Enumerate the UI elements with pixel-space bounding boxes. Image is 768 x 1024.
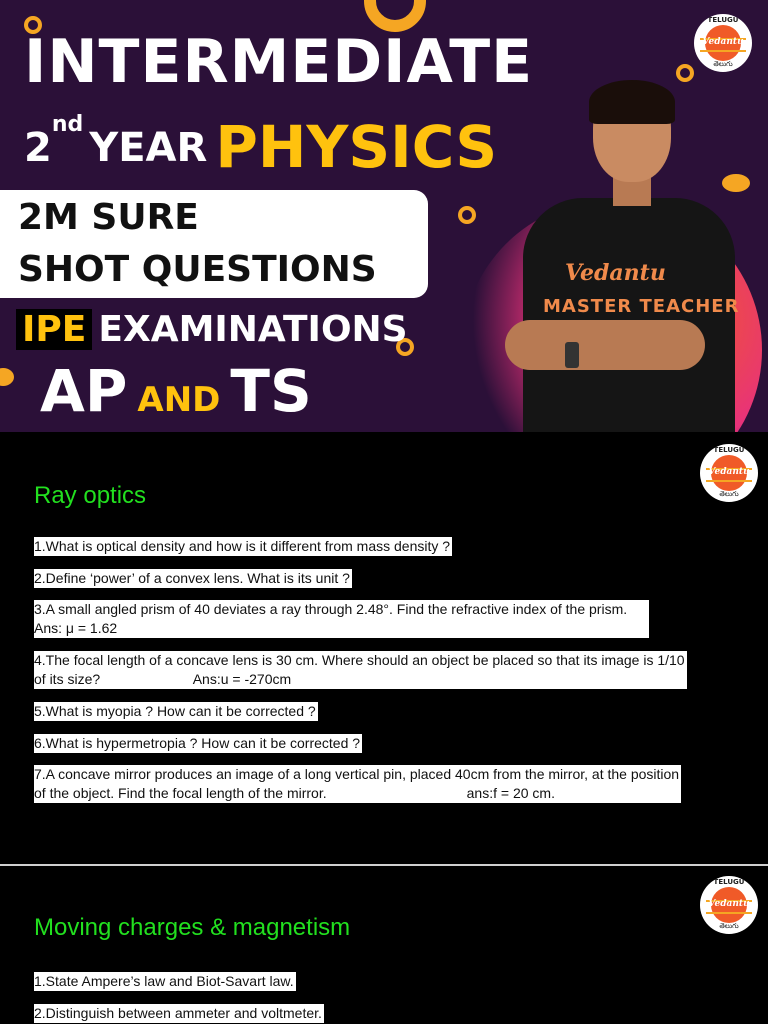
- presenter-hair: [589, 80, 675, 124]
- card-line-1: 2M SURE: [18, 197, 199, 238]
- decor-blob: [0, 368, 14, 386]
- logo-top-text: TELUGU: [707, 16, 739, 24]
- presenter-arms: [505, 320, 705, 370]
- logo-telugu-text: తెలుగు: [713, 61, 733, 68]
- question-text: 5.What is myopia ? How can it be corrected ?: [34, 703, 316, 719]
- section-heading: Ray optics: [34, 482, 147, 509]
- state-ts: TS: [230, 357, 312, 425]
- year-word: YEAR: [89, 125, 208, 171]
- question-text: 1.State Ampere’s law and Biot-Savart law.: [34, 973, 294, 989]
- logo-brand-text: Vedantu: [702, 37, 744, 47]
- question-item: [34, 972, 296, 991]
- banner-year-subject: [24, 112, 498, 181]
- question-item: [34, 600, 649, 638]
- question-item: [34, 537, 452, 556]
- states-line: [40, 357, 312, 425]
- vedantu-telugu-logo: [700, 876, 758, 934]
- watch-icon: [565, 342, 579, 368]
- question-text: 3.A small angled prism of 40 deviates a ray through 2.48°. Find the refractive index of the prism.: [34, 601, 647, 617]
- slide-ray-optics: [0, 432, 768, 864]
- section-heading: Moving charges & magnetism: [34, 914, 351, 941]
- shirt-master-teacher-text: MASTER TEACHER: [543, 296, 740, 317]
- decor-ring: [458, 206, 476, 224]
- banner-title: INTERMEDIATE: [24, 27, 534, 97]
- question-item: [34, 734, 362, 753]
- question-text: 2.Distinguish between ammeter and voltmeter.: [34, 1005, 322, 1021]
- question-item: [34, 702, 318, 721]
- year-number: 2: [24, 125, 52, 171]
- year-suffix: nd: [51, 112, 84, 137]
- vedantu-telugu-logo: [700, 444, 758, 502]
- question-text: 4.The focal length of a concave lens is 30 cm. Where should an object be placed so that its image is 1/10: [34, 652, 685, 668]
- answer-text: of the object. Find the focal length of the mirror. ans:f = 20 cm.: [34, 785, 555, 801]
- state-ap: AP: [40, 357, 128, 425]
- thumbnail-banner: [0, 0, 768, 432]
- question-text: 6.What is hypermetropia ? How can it be corrected ?: [34, 735, 361, 751]
- and-word: AND: [137, 380, 221, 420]
- subject-title: PHYSICS: [215, 113, 498, 181]
- presenter-photo: [505, 80, 740, 432]
- logo-top-text: TELUGU: [713, 446, 745, 454]
- logo-brand-text: Vedantu: [708, 467, 750, 477]
- exam-line: [16, 309, 408, 350]
- logo-telugu-text: తెలుగు: [719, 491, 739, 498]
- logo-telugu-text: తెలుగు: [719, 923, 739, 930]
- logo-brand-text: Vedantu: [708, 899, 750, 909]
- slide-moving-charges: [0, 866, 768, 1024]
- exam-tag: IPE: [16, 309, 92, 350]
- question-item: [34, 1004, 324, 1023]
- question-item: [34, 765, 681, 803]
- answer-text: Ans: μ = 1.62: [34, 620, 118, 636]
- vedantu-telugu-logo: [694, 14, 752, 72]
- question-item: [34, 569, 352, 588]
- banner-card: [0, 190, 428, 298]
- question-text: 7.A concave mirror produces an image of a long vertical pin, placed 40cm from the mirror, at the position: [34, 766, 680, 782]
- exam-word: EXAMINATIONS: [98, 309, 408, 350]
- card-line-2: SHOT QUESTIONS: [18, 249, 377, 290]
- shirt-brand-text: Vedantu: [565, 260, 666, 286]
- logo-top-text: TELUGU: [713, 878, 745, 886]
- question-text: 2.Define ‘power’ of a convex lens. What is its unit ?: [34, 570, 350, 586]
- question-text: 1.What is optical density and how is it different from mass density ?: [34, 538, 451, 554]
- answer-text: of its size? Ans:u = -270cm: [34, 671, 292, 687]
- question-item: [34, 651, 687, 689]
